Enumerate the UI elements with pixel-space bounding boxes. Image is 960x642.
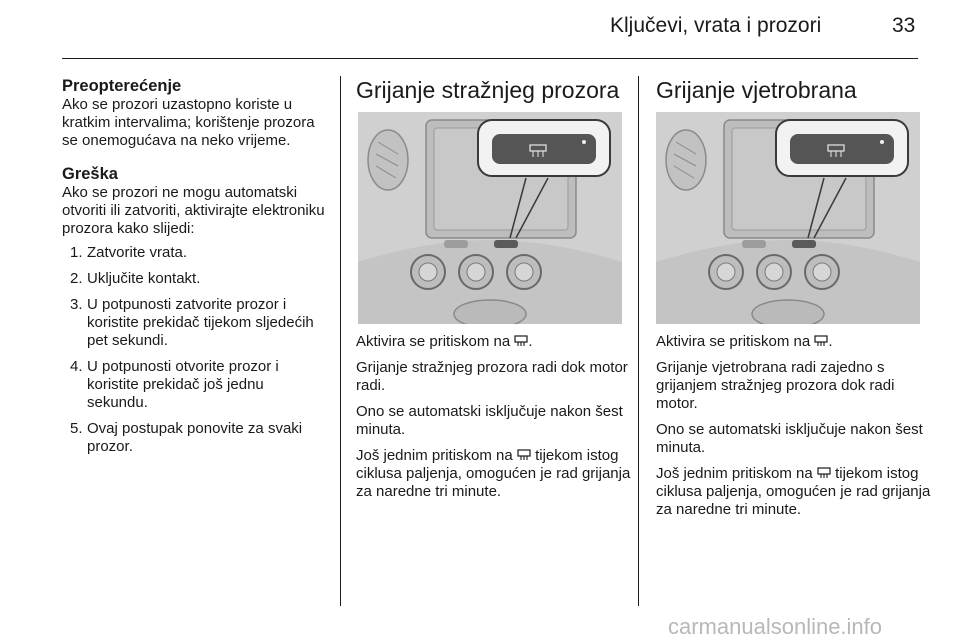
- page-number: 33: [892, 14, 916, 37]
- rear-heat-engine-text: Grijanje stražnjeg prozora radi dok motor radi.: [356, 359, 628, 394]
- page-header-title: Ključevi, vrata i prozori: [610, 14, 822, 37]
- column-left: [62, 76, 328, 464]
- windscreen-heat-button-icon: [814, 335, 828, 347]
- rear-window-heat-button-icon: [514, 335, 528, 347]
- column-right: [656, 76, 926, 104]
- dashboard-illustration-svg: [358, 112, 622, 324]
- windscreen-heat-repeat-text: Još jednim pritiskom na tijekom istog ciklusa paljenja, omogućen je rad grijanja za naredne tri minute.: [656, 465, 931, 518]
- list-item: 5. Ovaj postupak ponovite za svaki prozor.: [70, 420, 303, 455]
- rear-window-heat-button-icon: [517, 449, 531, 461]
- column-middle: [356, 76, 626, 104]
- column-divider-2: [638, 76, 639, 606]
- list-item: 3. U potpunosti zatvorite prozor i koristite prekidač tijekom sljedećih pet sekundi.: [70, 296, 314, 349]
- rear-heat-repeat-text: Još jednim pritiskom na tijekom istog ciklusa paljenja, omogućen je rad grijanja za naredne tri minute.: [356, 447, 631, 500]
- section-heading-rear-window-heating: Grijanje stražnjeg prozora: [356, 77, 620, 103]
- list-item: 1. Zatvorite vrata.: [70, 244, 188, 261]
- overload-text: Ako se prozori uzastopno koriste u kratkim intervalima; korištenje prozora se onemogućava na neko vrijeme.: [62, 96, 315, 149]
- header-divider: [62, 58, 918, 59]
- dashboard-illustration-svg: [656, 112, 920, 324]
- list-item: 4. U potpunosti otvorite prozor i koristite prekidač još jednu sekundu.: [70, 358, 279, 411]
- section-heading-overload: Preopterećenje: [62, 77, 182, 95]
- column-middle-body: [356, 333, 632, 509]
- watermark-text: carmanualsonline.info: [668, 614, 883, 639]
- windscreen-heating-illustration: [656, 112, 920, 324]
- windscreen-heat-auto-off-text: Ono se automatski isključuje nakon šest minuta.: [656, 421, 923, 456]
- windscreen-heat-activate-text: Aktivira se pritiskom na .: [656, 333, 833, 350]
- column-divider-1: [340, 76, 341, 606]
- column-right-body: [656, 333, 932, 527]
- list-item: 2. Uključite kontakt.: [70, 270, 201, 287]
- windscreen-heat-engine-text: Grijanje vjetrobrana radi zajedno s grijanjem stražnjeg prozora dok radi motor.: [656, 359, 895, 412]
- fault-text: Ako se prozori ne mogu automatski otvoriti ili zatvoriti, aktivirajte elektroniku prozora kako slijedi:: [62, 184, 325, 237]
- rear-heat-auto-off-text: Ono se automatski isključuje nakon šest minuta.: [356, 403, 623, 438]
- windscreen-heat-button-icon: [817, 467, 831, 479]
- rear-heat-activate-text: Aktivira se pritiskom na .: [356, 333, 533, 350]
- section-heading-fault: Greška: [62, 165, 118, 183]
- reset-steps-list: [62, 244, 328, 456]
- section-heading-windscreen-heating: Grijanje vjetrobrana: [656, 77, 857, 103]
- rear-window-heating-illustration: [358, 112, 622, 324]
